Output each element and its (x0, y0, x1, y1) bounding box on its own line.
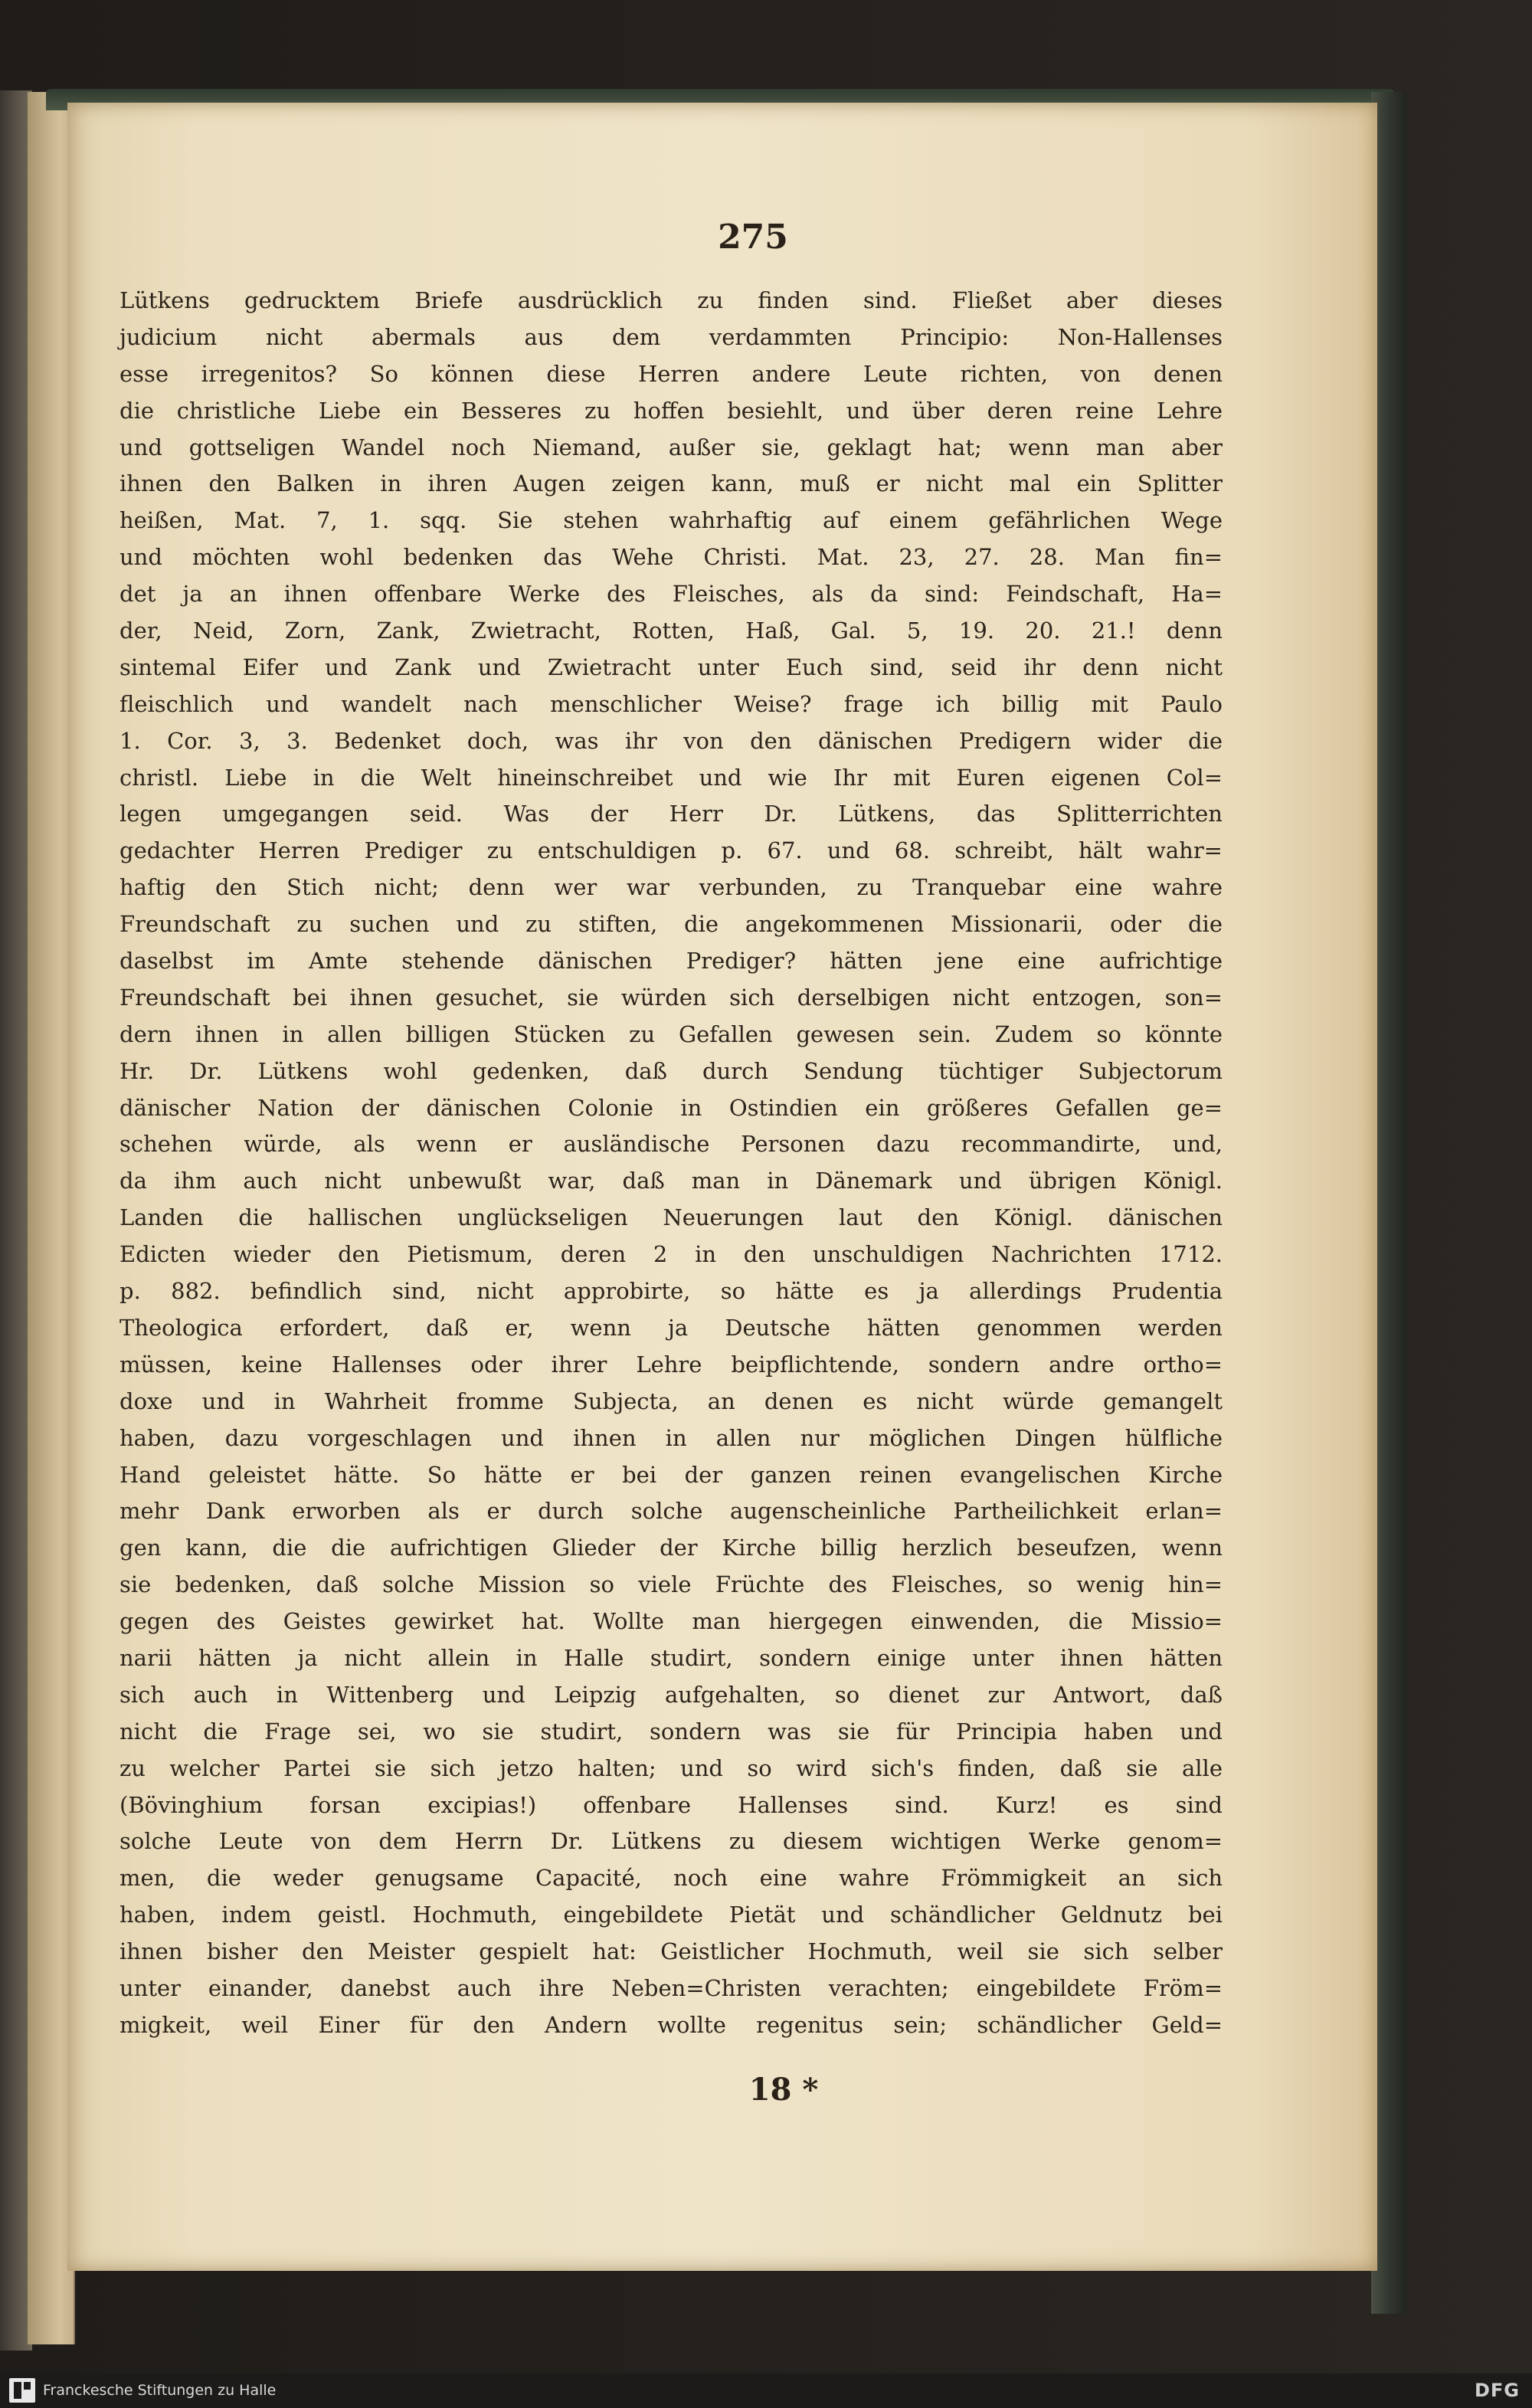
book-page (67, 103, 1377, 2271)
text-line: narii hätten ja nicht allein in Halle studirt, sondern einige unter ihnen hätten (119, 1644, 1223, 1671)
text-line: unter einander, danebst auch ihre Neben=Christen verachten; eingebildete Fröm= (119, 1974, 1223, 2001)
text-line: der, Neid, Zorn, Zank, Zwietracht, Rotten, Haß, Gal. 5, 19. 20. 21.! denn (119, 618, 1223, 644)
text-line: gedachter Herren Prediger zu entschuldigen p. 67. und 68. schreibt, hält wahr= (119, 837, 1223, 864)
text-line: heißen, Mat. 7, 1. sqq. Sie stehen wahrhaftig auf einem gefährlichen Wege (119, 507, 1223, 534)
text-line: doxe und in Wahrheit fromme Subjecta, an denen es nicht würde gemangelt (119, 1387, 1223, 1414)
signature-mark: 18 * (748, 2072, 819, 2108)
text-line: Hand geleistet hätte. So hätte er bei der ganzen reinen evangelischen Kirche (119, 1461, 1223, 1488)
page-number: 275 (718, 218, 788, 257)
text-line: sie bedenken, daß solche Mission so viele Früchte des Fleisches, so wenig hin= (119, 1571, 1223, 1598)
fs-logo-icon (9, 2378, 35, 2403)
text-line: daselbst im Amte stehende dänischen Prediger? hätten jene eine aufrichtige (119, 948, 1223, 975)
text-line: haben, indem geistl. Hochmuth, eingebildete Pietät und schändlicher Geldnutz bei (119, 1902, 1223, 1928)
text-line: nicht die Frage sei, wo sie studirt, sondern was sie für Principia haben und (119, 1718, 1223, 1745)
text-line: und gottseligen Wandel noch Niemand, außer sie, geklagt hat; wenn man aber (119, 434, 1223, 460)
page-text-body (119, 283, 1223, 2044)
text-line: legen umgegangen seid. Was der Herr Dr. Lütkens, das Splitterrichten (119, 801, 1223, 827)
text-line: judicium nicht abermals aus dem verdammten Principio: Non-Hallenses (119, 323, 1223, 350)
text-line: Lütkens gedrucktem Briefe ausdrücklich zu finden sind. Fließet aber dieses (119, 287, 1223, 313)
text-line: sich auch in Wittenberg und Leipzig aufgehalten, so dienet zur Antwort, daß (119, 1681, 1223, 1708)
text-line: migkeit, weil Einer für den Andern wollte regenitus sein; schändlicher Geld= (119, 2011, 1223, 2038)
text-line: schehen würde, als wenn er ausländische Personen dazu recommandirte, und, (119, 1131, 1223, 1158)
text-line: dern ihnen in allen billigen Stücken zu Gefallen gewesen sein. Zudem so könnte (119, 1021, 1223, 1047)
text-line: und möchten wohl bedenken das Wehe Christi. Mat. 23, 27. 28. Man fin= (119, 544, 1223, 571)
text-line: müssen, keine Hallenses oder ihrer Lehre beipflichtende, sondern andre ortho= (119, 1351, 1223, 1378)
text-line: esse irregenitos? So können diese Herren andere Leute richten, von denen (119, 360, 1223, 387)
text-line: Freundschaft zu suchen und zu stiften, die angekommenen Missionarii, oder die (119, 911, 1223, 938)
institution-name: Franckesche Stiftungen zu Halle (43, 2382, 277, 2399)
text-line: zu welcher Partei sie sich jetzo halten; und so wird sich's finden, daß sie alle (119, 1754, 1223, 1781)
text-line: dänischer Nation der dänischen Colonie in Ostindien ein größeres Gefallen ge= (119, 1094, 1223, 1121)
text-line: mehr Dank erworben als er durch solche augenscheinliche Partheilichkeit erlan= (119, 1498, 1223, 1525)
text-line: fleischlich und wandelt nach menschlicher Weise? frage ich billig mit Paulo (119, 690, 1223, 717)
text-line: ihnen bisher den Meister gespielt hat: Geistlicher Hochmuth, weil sie sich selber (119, 1938, 1223, 1965)
text-line: p. 882. befindlich sind, nicht approbirte, so hätte es ja allerdings Prudentia (119, 1278, 1223, 1305)
text-line: Freundschaft bei ihnen gesuchet, sie würden sich derselbigen nicht entzogen, son= (119, 984, 1223, 1011)
text-line: ihnen den Balken in ihren Augen zeigen kann, muß er nicht mal ein Splitter (119, 470, 1223, 497)
text-line: gen kann, die die aufrichtigen Glieder der Kirche billig herzlich beseufzen, wenn (119, 1535, 1223, 1561)
text-line: die christliche Liebe ein Besseres zu hoffen besiehlt, und über deren reine Lehre (119, 397, 1223, 424)
text-line: det ja an ihnen offenbare Werke des Fleisches, als da sind: Feindschaft, Ha= (119, 581, 1223, 608)
footer-institution (9, 2378, 276, 2403)
text-line: men, die weder genugsame Capacité, noch eine wahre Frömmigkeit an sich (119, 1865, 1223, 1892)
text-line: solche Leute von dem Herrn Dr. Lütkens zu diesem wichtigen Werke genom= (119, 1828, 1223, 1855)
text-line: sintemal Eifer und Zank und Zwietracht unter Euch sind, seid ihr denn nicht (119, 654, 1223, 680)
text-line: Landen die hallischen unglückseligen Neuerungen laut den Königl. dänischen (119, 1204, 1223, 1231)
text-line: Edicten wieder den Pietismum, deren 2 in den unschuldigen Nachrichten 1712. (119, 1241, 1223, 1268)
viewer-footer (0, 2374, 1532, 2408)
text-line: haben, dazu vorgeschlagen und ihnen in allen nur möglichen Dingen hülfliche (119, 1424, 1223, 1451)
text-line: haftig den Stich nicht; denn wer war verbunden, zu Tranquebar eine wahre (119, 874, 1223, 901)
text-line: (Bövinghium forsan excipias!) offenbare Hallenses sind. Kurz! es sind (119, 1791, 1223, 1818)
text-line: da ihm auch nicht unbewußt war, daß man in Dänemark und übrigen Königl. (119, 1168, 1223, 1194)
text-line: gegen des Geistes gewirket hat. Wollte man hiergegen einwenden, die Missio= (119, 1608, 1223, 1635)
text-line: Hr. Dr. Lütkens wohl gedenken, daß durch Sendung tüchtiger Subjectorum (119, 1057, 1223, 1084)
dfg-brand: DFG (1474, 2380, 1520, 2401)
text-line: Theologica erfordert, daß er, wenn ja Deutsche hätten genommen werden (119, 1314, 1223, 1341)
text-line: 1. Cor. 3, 3. Bedenket doch, was ihr von den dänischen Predigern wider die (119, 727, 1223, 754)
text-line: christl. Liebe in die Welt hineinschreibet und wie Ihr mit Euren eigenen Col= (119, 764, 1223, 791)
